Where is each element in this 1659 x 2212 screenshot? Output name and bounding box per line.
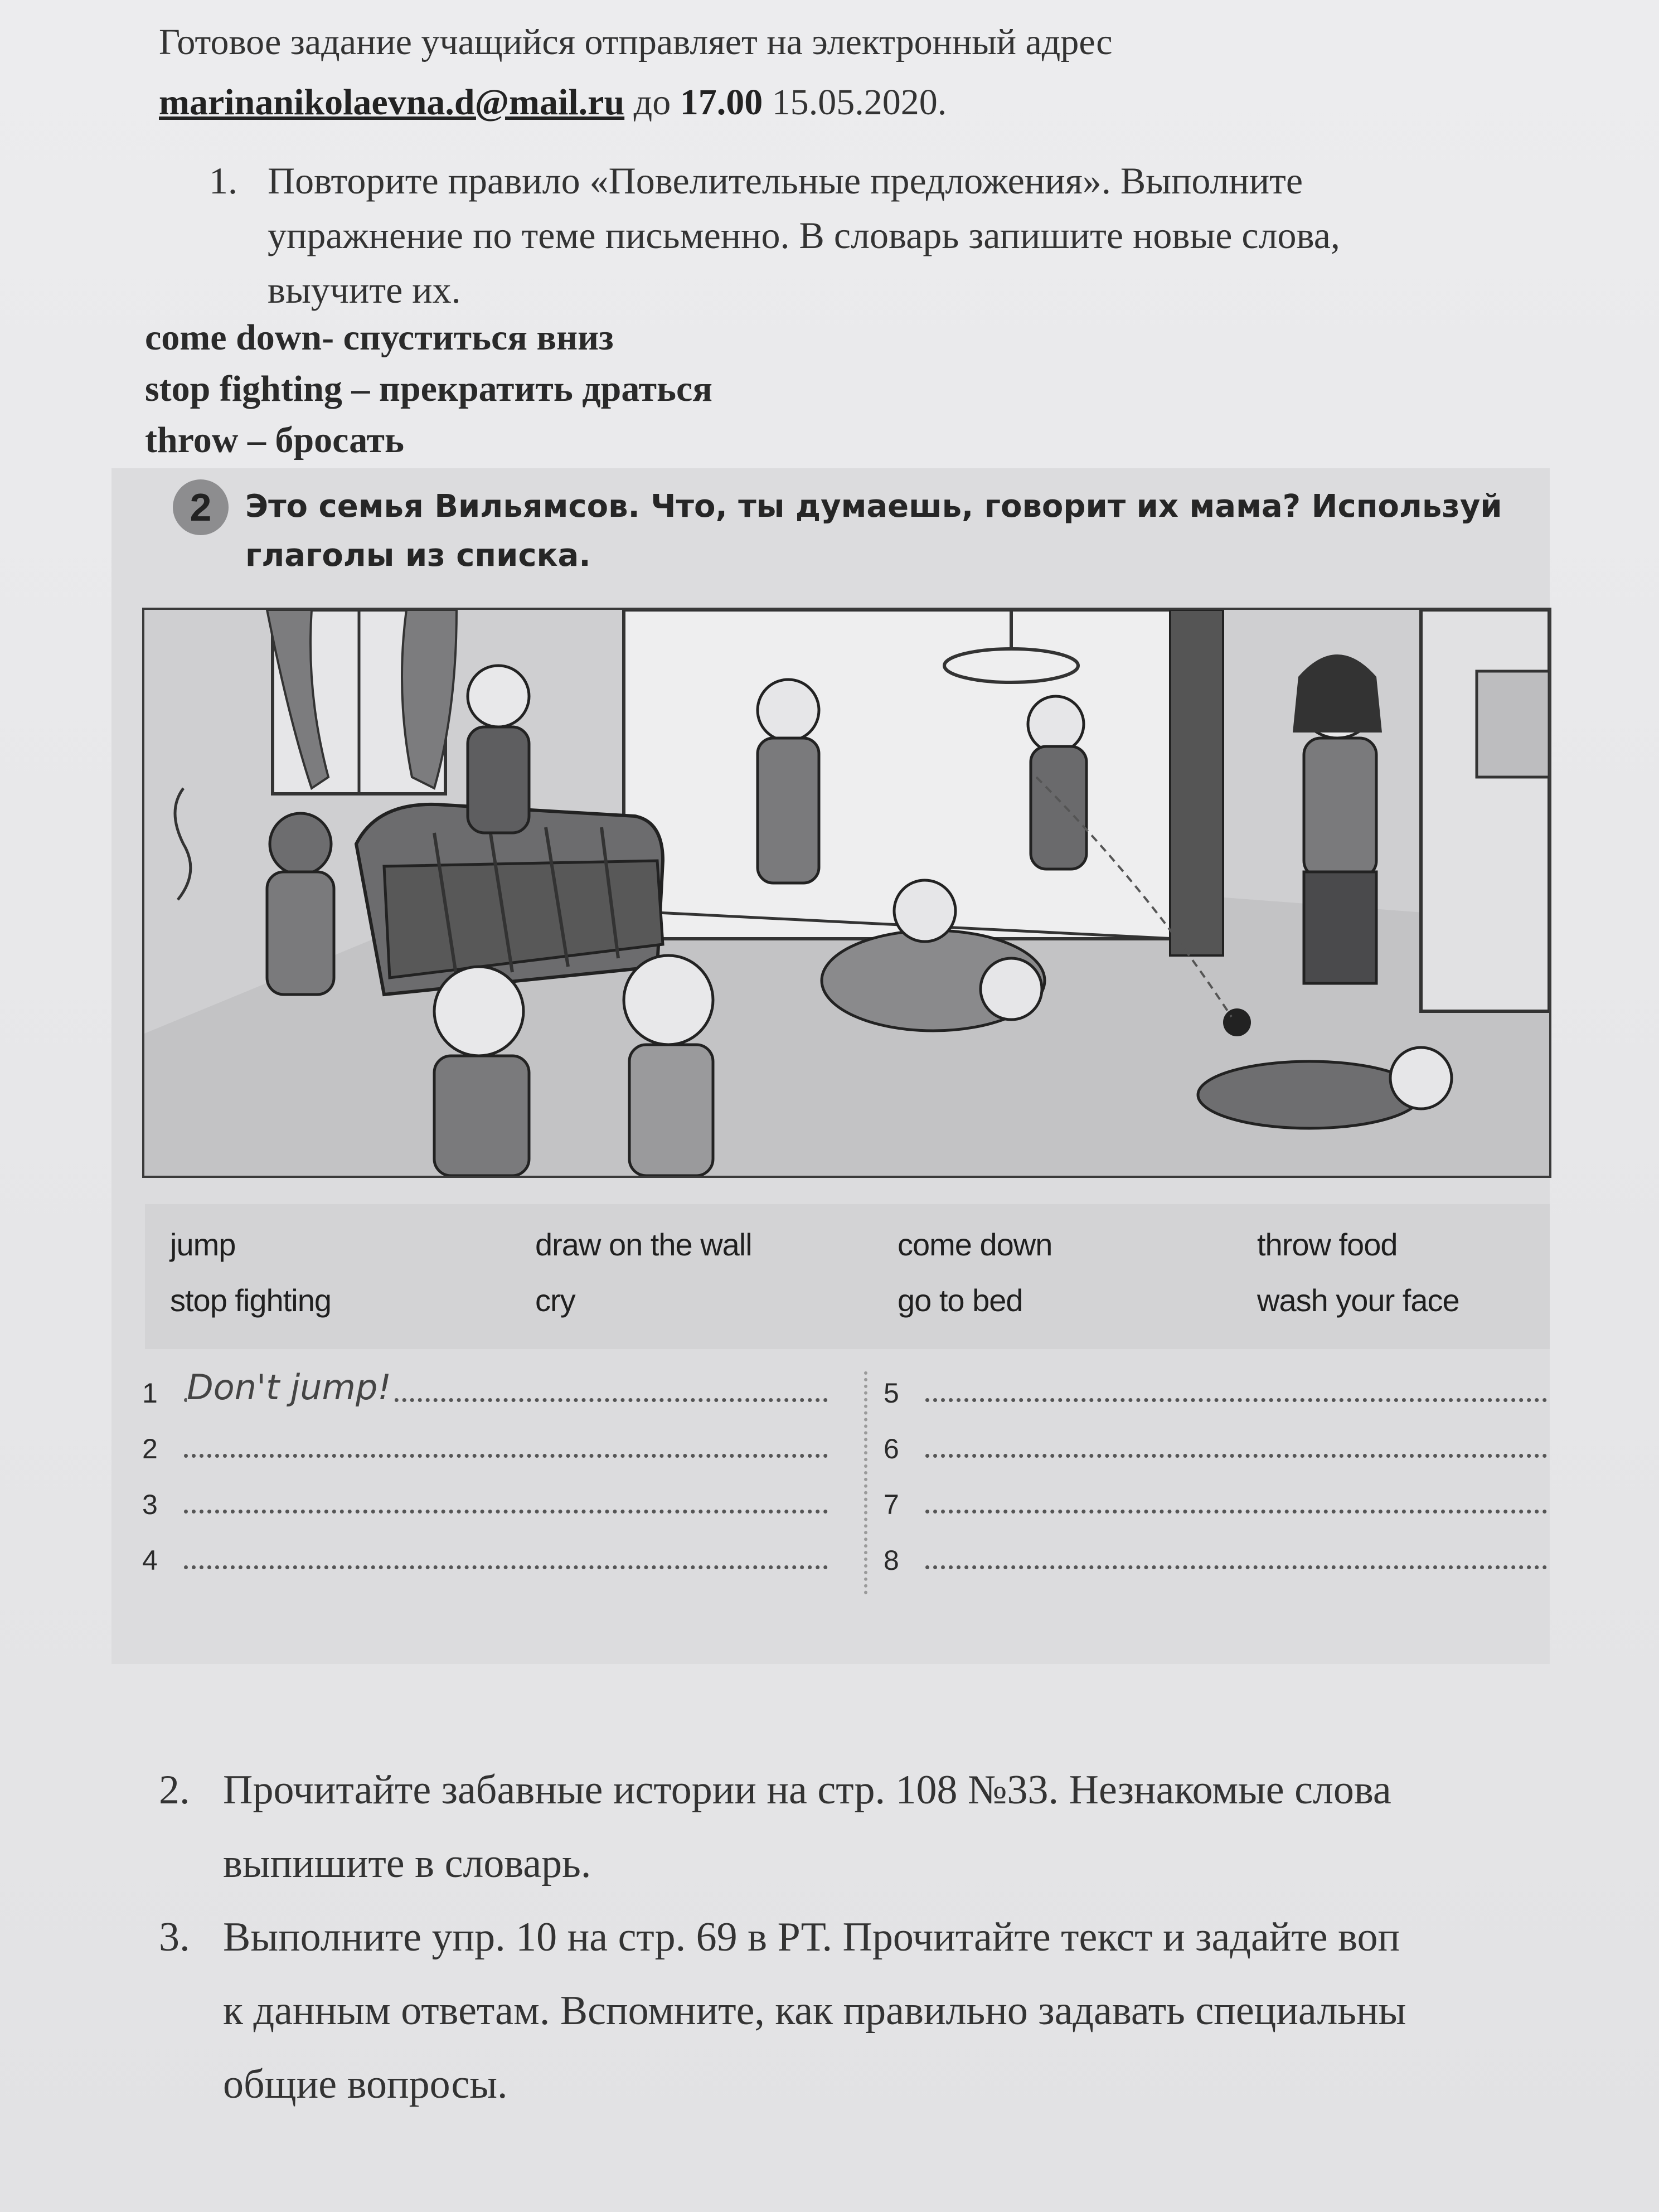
intro-text xyxy=(159,12,1113,133)
answer-number: 3 xyxy=(142,1489,158,1520)
answer-line[interactable] xyxy=(142,1427,828,1472)
exercise-number-badge: 2 xyxy=(173,479,229,535)
vocabulary-list xyxy=(145,312,712,466)
answer-number: 7 xyxy=(884,1489,899,1520)
answer-line[interactable] xyxy=(142,1367,828,1416)
verb-item: throw food xyxy=(1257,1227,1398,1262)
answer-number: 5 xyxy=(884,1377,899,1409)
task-1-line-3: выучите их. xyxy=(268,269,461,311)
task-3 xyxy=(159,1900,1659,2121)
task-3-line-2: к данным ответам. Вспомните, как правильно задавать специальны xyxy=(223,1988,1406,2034)
verb-list xyxy=(145,1204,1550,1349)
task-2-number: 2. xyxy=(159,1767,190,1813)
deadline-date: 15.05.2020. xyxy=(763,82,947,123)
answer-number: 4 xyxy=(142,1545,158,1576)
exercise-title xyxy=(245,482,1527,580)
vocab-item: throw – бросать xyxy=(145,420,404,460)
verb-item: jump xyxy=(170,1227,236,1262)
answer-number: 1 xyxy=(142,1377,158,1409)
column-divider xyxy=(864,1371,867,1594)
answer-text: Don't jump! xyxy=(187,1367,395,1408)
task-3-number: 3. xyxy=(159,1914,190,1960)
vocab-item: come down- спуститься вниз xyxy=(145,317,614,358)
verb-item: wash your face xyxy=(1257,1283,1459,1318)
answer-line[interactable] xyxy=(142,1483,828,1527)
task-3-line-3: общие вопросы. xyxy=(223,2061,508,2107)
answer-line[interactable] xyxy=(884,1371,1547,1416)
task-3-line-1: Выполните упр. 10 на стр. 69 в РТ. Прочитайте текст и задайте воп xyxy=(223,1914,1400,1960)
answer-line[interactable] xyxy=(884,1539,1547,1583)
task-2 xyxy=(159,1753,1659,1900)
exercise-title-line-1: Это семья Вильямсов. Что, ты думаешь, говорит их мама? Используй xyxy=(245,488,1502,525)
answer-number: 2 xyxy=(142,1433,158,1464)
answer-number: 6 xyxy=(884,1433,899,1464)
verb-item: go to bed xyxy=(898,1283,1023,1318)
answer-lines xyxy=(142,1367,1547,1639)
tasks-2-3 xyxy=(159,1753,1659,2121)
verb-item: come down xyxy=(898,1227,1052,1262)
vocab-item: stop fighting – прекратить драться xyxy=(145,368,712,409)
exercise-2-block xyxy=(111,468,1550,1664)
exercise-title-line-2: глаголы из списка. xyxy=(245,537,591,574)
family-illustration xyxy=(142,608,1551,1178)
verb-item: cry xyxy=(535,1283,575,1318)
task-1-line-1: Повторите правило «Повелительные предложения». Выполните xyxy=(268,159,1303,202)
intro-line-2 xyxy=(159,72,1113,133)
family-illustration-drawing xyxy=(144,610,1549,1176)
email-address: marinanikolaevna.d@mail.ru xyxy=(159,82,625,123)
answer-line[interactable] xyxy=(884,1427,1547,1472)
deadline-time: 17.00 xyxy=(680,82,763,123)
task-1-number: 1. xyxy=(209,159,237,202)
until-word: до xyxy=(624,82,680,123)
verb-item: stop fighting xyxy=(170,1283,331,1318)
task-1 xyxy=(209,153,1592,317)
answer-line[interactable] xyxy=(884,1483,1547,1527)
task-2-line-2: выпишите в словарь. xyxy=(223,1841,591,1886)
intro-line-1: Готовое задание учащийся отправляет на электронный адрес xyxy=(159,22,1113,62)
answer-line[interactable] xyxy=(142,1539,828,1583)
answer-number: 8 xyxy=(884,1545,899,1576)
verb-item: draw on the wall xyxy=(535,1227,752,1262)
task-2-line-1: Прочитайте забавные истории на стр. 108 №33. Незнакомые слова xyxy=(223,1767,1391,1813)
task-1-line-2: упражнение по теме письменно. В словарь запишите новые слова, xyxy=(268,214,1340,256)
